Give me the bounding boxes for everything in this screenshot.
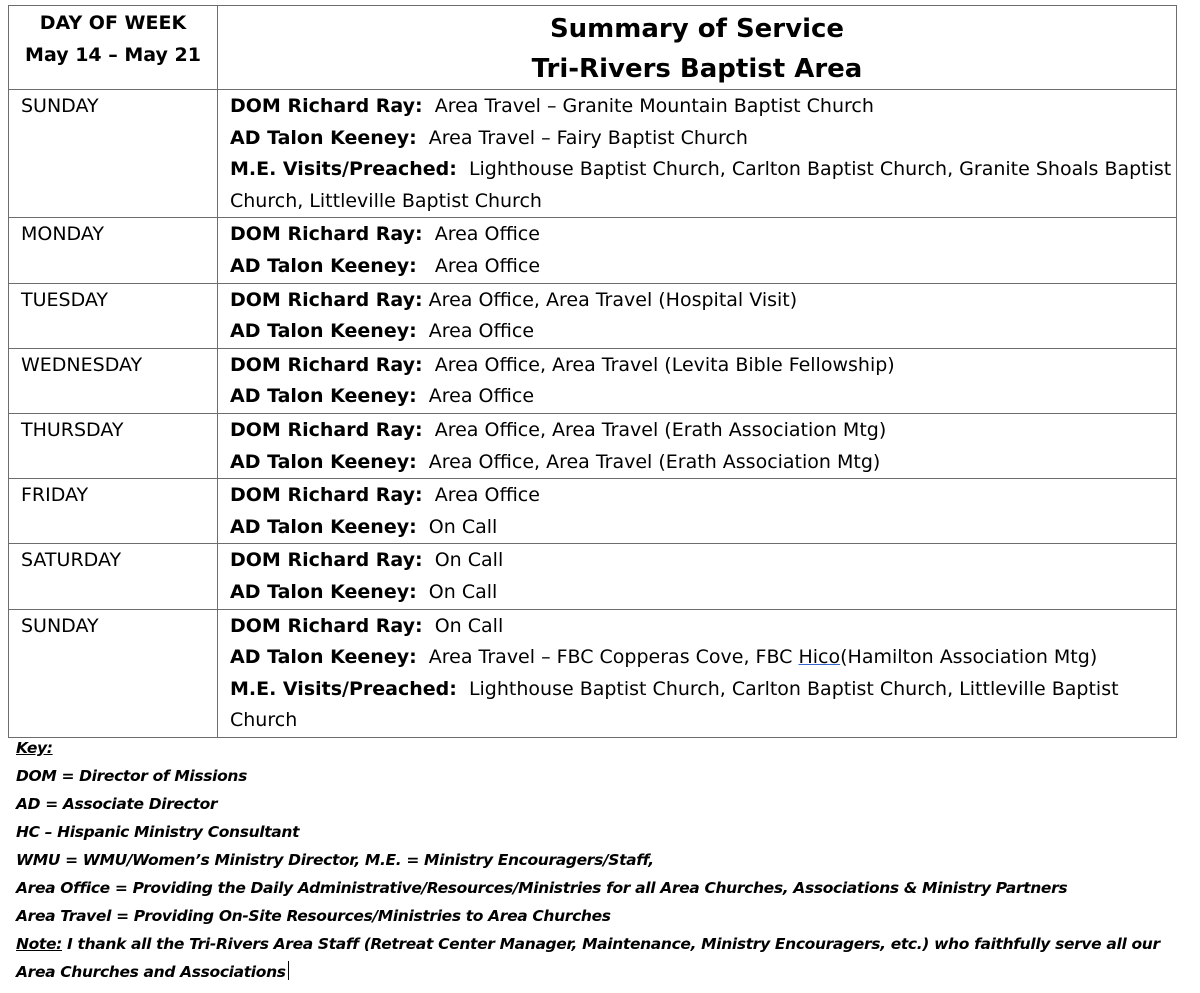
detail-cell (218, 218, 1177, 283)
activity-text: Area Office (416, 320, 535, 343)
activity-text: Area Office, Area Travel (Erath Association Mtg) (422, 418, 887, 441)
detail-line (230, 123, 1172, 155)
key-note (16, 930, 1200, 986)
table-row (9, 90, 1177, 218)
detail-line (230, 251, 1172, 283)
activity-text: Lighthouse Baptist Church, Carlton Baptist Church, Granite Shoals Baptist Church, Littleville Baptist Church (230, 158, 1178, 212)
day-cell: WEDNESDAY (9, 348, 218, 413)
day-header-line1: DAY OF WEEK (39, 12, 187, 34)
detail-line (230, 91, 1172, 123)
day-cell: TUESDAY (9, 283, 218, 348)
staff-label: AD Talon Keeney: (230, 254, 417, 277)
activity-text: Area Travel – Fairy Baptist Church (416, 126, 748, 149)
detail-cell (218, 283, 1177, 348)
activity-text: On Call (422, 614, 504, 637)
activity-text: Area Travel – Granite Mountain Baptist Church (422, 95, 874, 117)
staff-label: DOM Richard Ray: (230, 418, 423, 441)
day-cell: MONDAY (9, 218, 218, 283)
staff-label: DOM Richard Ray: (230, 223, 423, 246)
staff-label: AD Talon Keeney: (230, 385, 417, 408)
activity-text: Area Office (422, 223, 540, 246)
detail-line (230, 512, 1172, 544)
service-summary-document (8, 5, 1178, 981)
activity-text: Area Office, Area Travel (Hospital Visit) (422, 288, 798, 311)
table-row (9, 544, 1177, 609)
detail-line (230, 577, 1172, 609)
staff-label: DOM Richard Ray: (230, 353, 423, 376)
detail-line (230, 350, 1172, 382)
day-cell: FRIDAY (9, 479, 218, 544)
detail-line (230, 316, 1172, 348)
key-entries (16, 762, 1200, 930)
detail-cell (218, 90, 1177, 218)
staff-label: DOM Richard Ray: (230, 614, 423, 637)
detail-line (230, 219, 1172, 251)
activity-text: Area Office (416, 254, 541, 277)
activity-text: On Call (416, 580, 498, 603)
detail-line (230, 285, 1172, 317)
table-row (9, 218, 1177, 283)
key-heading: Key: (16, 739, 53, 757)
detail-line (230, 611, 1172, 643)
staff-label: AD Talon Keeney: (230, 320, 417, 343)
day-column-header (9, 6, 218, 90)
key-entry: Area Office = Providing the Daily Administrative/Resources/Ministries for all Area Churches, Associations & Ministry Partners (16, 879, 1068, 897)
detail-cell (218, 348, 1177, 413)
activity-text: Area Office (416, 385, 535, 408)
summary-title: Summary of Service (549, 14, 845, 44)
detail-line (230, 415, 1172, 447)
activity-text: Area Office, Area Travel (Levita Bible Fellowship) (422, 353, 895, 376)
key-entry: WMU = WMU/Women’s Ministry Director, M.E. = Ministry Encouragers/Staff, (16, 851, 654, 869)
detail-cell (218, 544, 1177, 609)
day-cell: SATURDAY (9, 544, 218, 609)
day-cell: SUNDAY (9, 609, 218, 737)
table-row (9, 348, 1177, 413)
staff-label: AD Talon Keeney: (230, 646, 417, 669)
staff-label: M.E. Visits/Preached: (230, 158, 457, 181)
key-entry: AD = Associate Director (16, 795, 218, 813)
activity-text: Area Office, Area Travel (Erath Association Mtg) (416, 450, 881, 473)
activity-text: Lighthouse Baptist Church, Carlton Baptist Church, Littleville Baptist Church (230, 677, 1125, 732)
note-text: I thank all the Tri-Rivers Area Staff (Retreat Center Manager, Maintenance, Ministry Encouragers, etc.) who faithfully serve all our Area Churches and Associations (16, 935, 1160, 981)
detail-line (230, 447, 1172, 479)
detail-line (230, 642, 1172, 674)
staff-label: DOM Richard Ray: (230, 288, 423, 311)
key-entry: Area Travel = Providing On-Site Resources/Ministries to Area Churches (16, 907, 611, 925)
table-row (9, 283, 1177, 348)
staff-label: AD Talon Keeney: (230, 126, 417, 149)
activity-text: Area Travel – FBC Copperas Cove, FBC (416, 646, 799, 669)
text-cursor (288, 961, 290, 980)
staff-label: AD Talon Keeney: (230, 580, 417, 603)
staff-label: DOM Richard Ray: (230, 484, 423, 507)
detail-line (230, 154, 1178, 217)
day-cell: SUNDAY (9, 90, 218, 218)
table-row (9, 479, 1177, 544)
activity-text: On Call (422, 549, 504, 572)
detail-cell (218, 609, 1177, 737)
detail-line (230, 545, 1172, 577)
detail-cell (218, 479, 1177, 544)
staff-label: AD Talon Keeney: (230, 515, 417, 538)
staff-label: DOM Richard Ray: (230, 95, 423, 117)
table-header-row (9, 6, 1177, 90)
detail-line (230, 480, 1172, 512)
spellcheck-underlined-word: Hico (798, 646, 841, 669)
day-cell: THURSDAY (9, 413, 218, 478)
service-summary-table (8, 5, 1177, 738)
activity-text-after: (Hamilton Association Mtg) (840, 646, 1098, 669)
day-header-line2: May 14 – May 21 (25, 44, 201, 66)
note-label: Note: (16, 935, 62, 953)
detail-cell (218, 413, 1177, 478)
table-row (9, 609, 1177, 737)
staff-label: AD Talon Keeney: (230, 450, 417, 473)
activity-text: Area Office (422, 484, 540, 507)
detail-line (230, 381, 1172, 413)
key-entry: HC – Hispanic Ministry Consultant (16, 823, 300, 841)
activity-text: On Call (416, 515, 498, 538)
staff-label: M.E. Visits/Preached: (230, 677, 457, 700)
area-title: Tri-Rivers Baptist Area (531, 54, 863, 84)
staff-label: DOM Richard Ray: (230, 549, 423, 572)
table-row (9, 413, 1177, 478)
key-entry: DOM = Director of Missions (16, 767, 247, 785)
summary-title-header (218, 6, 1177, 90)
detail-line (230, 674, 1172, 737)
key-legend (16, 734, 1200, 986)
